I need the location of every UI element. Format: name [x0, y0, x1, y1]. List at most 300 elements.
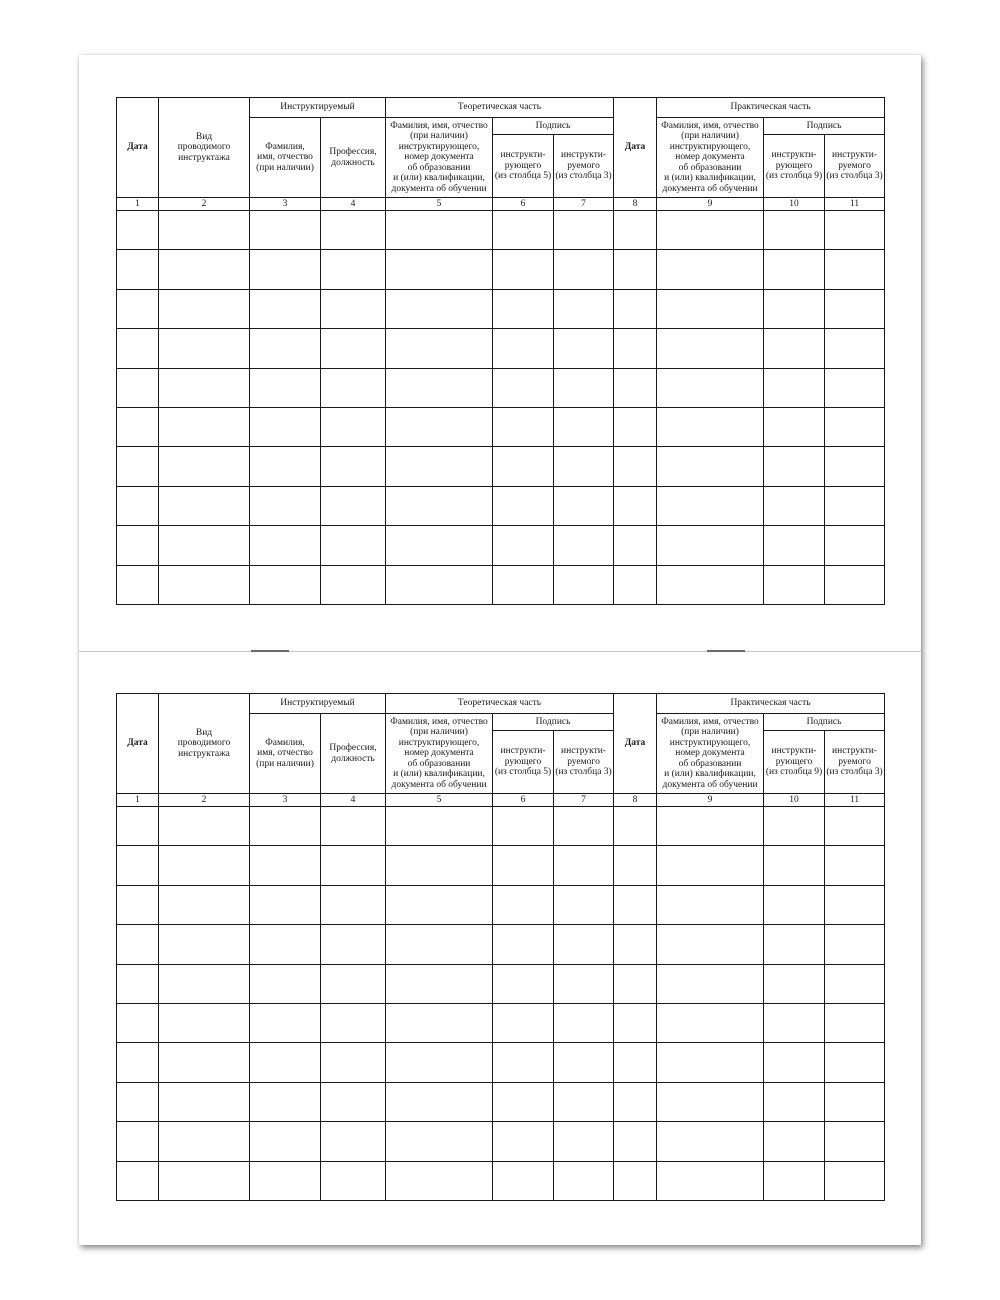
- empty-cell: [493, 1003, 554, 1042]
- empty-cell: [554, 846, 614, 885]
- empty-cell: [159, 565, 250, 604]
- practice-group-header: Практическая часть: [657, 98, 885, 118]
- column-number: 10: [764, 198, 825, 211]
- empty-cell: [117, 885, 159, 924]
- empty-cell: [159, 846, 250, 885]
- column-number: 11: [825, 198, 885, 211]
- empty-cell: [657, 329, 764, 368]
- empty-cell: [159, 1082, 250, 1121]
- table-row: [117, 447, 885, 486]
- empty-cell: [764, 1043, 825, 1082]
- empty-cell: [554, 368, 614, 407]
- empty-cell: [764, 1082, 825, 1121]
- empty-cell: [554, 289, 614, 328]
- empty-cell: [764, 289, 825, 328]
- column-number: 3: [250, 198, 321, 211]
- empty-cell: [159, 486, 250, 525]
- empty-cell: [386, 1082, 493, 1121]
- empty-cell: [321, 1122, 386, 1161]
- empty-cell: [117, 846, 159, 885]
- empty-cell: [554, 925, 614, 964]
- empty-cell: [321, 846, 386, 885]
- briefing-log-table-1: [116, 97, 885, 605]
- empty-cell: [117, 807, 159, 846]
- empty-cell: [386, 289, 493, 328]
- column-number: 1: [117, 794, 159, 807]
- empty-cell: [386, 1161, 493, 1200]
- empty-cell: [764, 368, 825, 407]
- empty-cell: [825, 289, 885, 328]
- empty-cell: [764, 211, 825, 250]
- empty-cell: [825, 329, 885, 368]
- column-number: 11: [825, 794, 885, 807]
- empty-cell: [825, 1043, 885, 1082]
- column-numbers-row: [117, 794, 885, 807]
- col-date2-header: Дата: [614, 98, 657, 198]
- empty-cell: [117, 526, 159, 565]
- column-number: 9: [657, 198, 764, 211]
- empty-cell: [614, 846, 657, 885]
- empty-cell: [554, 526, 614, 565]
- empty-cell: [250, 211, 321, 250]
- empty-cell: [493, 846, 554, 885]
- empty-cell: [250, 368, 321, 407]
- empty-cell: [321, 526, 386, 565]
- empty-cell: [493, 1122, 554, 1161]
- empty-cell: [825, 807, 885, 846]
- empty-cell: [250, 565, 321, 604]
- col-briefing-type-header: Вид проводимого инструктажа: [159, 98, 250, 198]
- empty-cell: [250, 329, 321, 368]
- empty-cell: [117, 925, 159, 964]
- col-instructor-info-header: Фамилия, имя, отчество (при наличии) инструктирующего, номер документа об образовании и (или) квалификации, документа об обучении: [386, 118, 493, 198]
- empty-cell: [554, 964, 614, 1003]
- empty-cell: [657, 1082, 764, 1121]
- empty-cell: [159, 1003, 250, 1042]
- empty-cell: [386, 368, 493, 407]
- empty-cell: [250, 925, 321, 964]
- column-number: 4: [321, 198, 386, 211]
- empty-cell: [764, 486, 825, 525]
- empty-cell: [554, 1161, 614, 1200]
- empty-cell: [493, 407, 554, 446]
- empty-cell: [554, 1082, 614, 1121]
- empty-cell: [764, 885, 825, 924]
- table-row: [117, 1043, 885, 1082]
- data-rows-page-1: [117, 211, 885, 605]
- col-sig-instructor-practice-header: инструкти- рующего (из столбца 9): [764, 135, 825, 198]
- empty-cell: [117, 289, 159, 328]
- empty-cell: [493, 885, 554, 924]
- column-number: 5: [386, 198, 493, 211]
- briefing-log-table-2: [116, 693, 885, 1201]
- empty-cell: [250, 846, 321, 885]
- table-row: [117, 289, 885, 328]
- empty-cell: [250, 486, 321, 525]
- signature-practice-header: Подпись: [764, 118, 885, 135]
- empty-cell: [250, 964, 321, 1003]
- empty-cell: [493, 211, 554, 250]
- table-row: [117, 329, 885, 368]
- empty-cell: [554, 885, 614, 924]
- empty-cell: [321, 447, 386, 486]
- empty-cell: [250, 289, 321, 328]
- column-number: 2: [159, 794, 250, 807]
- empty-cell: [614, 964, 657, 1003]
- empty-cell: [614, 565, 657, 604]
- table-row: [117, 211, 885, 250]
- empty-cell: [825, 885, 885, 924]
- empty-cell: [386, 211, 493, 250]
- column-number: 2: [159, 198, 250, 211]
- empty-cell: [614, 1003, 657, 1042]
- empty-cell: [657, 526, 764, 565]
- empty-cell: [614, 329, 657, 368]
- empty-cell: [825, 407, 885, 446]
- table-row: [117, 1122, 885, 1161]
- empty-cell: [764, 447, 825, 486]
- empty-cell: [657, 211, 764, 250]
- empty-cell: [117, 211, 159, 250]
- empty-cell: [250, 1003, 321, 1042]
- empty-cell: [825, 368, 885, 407]
- empty-cell: [321, 885, 386, 924]
- empty-cell: [493, 289, 554, 328]
- empty-cell: [117, 1161, 159, 1200]
- table-row: [117, 925, 885, 964]
- empty-cell: [159, 407, 250, 446]
- empty-cell: [554, 329, 614, 368]
- empty-cell: [386, 565, 493, 604]
- table-row: [117, 885, 885, 924]
- fold-mark-right: [707, 650, 745, 652]
- empty-cell: [159, 1122, 250, 1161]
- empty-cell: [554, 486, 614, 525]
- empty-cell: [657, 1161, 764, 1200]
- empty-cell: [554, 447, 614, 486]
- column-number: 6: [493, 794, 554, 807]
- empty-cell: [614, 447, 657, 486]
- empty-cell: [657, 486, 764, 525]
- col-sig-instructed-theory-header: инструкти- руемого (из столбца 3): [554, 731, 614, 794]
- table-row: [117, 250, 885, 289]
- empty-cell: [386, 846, 493, 885]
- empty-cell: [493, 250, 554, 289]
- empty-cell: [321, 407, 386, 446]
- col-date-header: Дата: [117, 694, 159, 794]
- empty-cell: [657, 565, 764, 604]
- column-number: 1: [117, 198, 159, 211]
- theory-group-header: Теоретическая часть: [386, 98, 614, 118]
- empty-cell: [117, 250, 159, 289]
- empty-cell: [117, 1003, 159, 1042]
- empty-cell: [321, 964, 386, 1003]
- empty-cell: [825, 1161, 885, 1200]
- empty-cell: [250, 526, 321, 565]
- empty-cell: [250, 407, 321, 446]
- empty-cell: [825, 447, 885, 486]
- table-row: [117, 1161, 885, 1200]
- empty-cell: [657, 925, 764, 964]
- table-row: [117, 526, 885, 565]
- signature-practice-header: Подпись: [764, 714, 885, 731]
- empty-cell: [386, 1043, 493, 1082]
- empty-cell: [386, 807, 493, 846]
- table-row: [117, 565, 885, 604]
- empty-cell: [493, 1161, 554, 1200]
- table-row: [117, 1003, 885, 1042]
- empty-cell: [250, 447, 321, 486]
- empty-cell: [159, 329, 250, 368]
- col-sig-instructed-practice-header: инструкти- руемого (из столбца 3): [825, 731, 885, 794]
- empty-cell: [614, 526, 657, 565]
- empty-cell: [117, 1082, 159, 1121]
- column-number: 5: [386, 794, 493, 807]
- instructed-group-header: Инструктируемый: [250, 694, 386, 714]
- empty-cell: [614, 1161, 657, 1200]
- col-sig-instructor-theory-header: инструкти- рующего (из столбца 5): [493, 731, 554, 794]
- empty-cell: [159, 526, 250, 565]
- empty-cell: [825, 925, 885, 964]
- empty-cell: [614, 250, 657, 289]
- empty-cell: [825, 526, 885, 565]
- empty-cell: [554, 1122, 614, 1161]
- empty-cell: [117, 407, 159, 446]
- col-sig-instructor-theory-header: инструкти- рующего (из столбца 5): [493, 135, 554, 198]
- empty-cell: [159, 1043, 250, 1082]
- empty-cell: [117, 486, 159, 525]
- empty-cell: [825, 486, 885, 525]
- col-briefing-type-header: Вид проводимого инструктажа: [159, 694, 250, 794]
- empty-cell: [825, 1082, 885, 1121]
- table-row: [117, 846, 885, 885]
- empty-cell: [825, 565, 885, 604]
- empty-cell: [825, 250, 885, 289]
- col-full-name-header: Фамилия, имя, отчество (при наличии): [250, 118, 321, 198]
- empty-cell: [321, 925, 386, 964]
- empty-cell: [386, 486, 493, 525]
- empty-cell: [764, 407, 825, 446]
- empty-cell: [657, 447, 764, 486]
- empty-cell: [614, 1043, 657, 1082]
- table-row: [117, 964, 885, 1003]
- empty-cell: [764, 964, 825, 1003]
- empty-cell: [657, 846, 764, 885]
- instructed-group-header: Инструктируемый: [250, 98, 386, 118]
- empty-cell: [117, 1043, 159, 1082]
- empty-cell: [386, 250, 493, 289]
- empty-cell: [657, 1043, 764, 1082]
- column-number: 8: [614, 198, 657, 211]
- column-number: 10: [764, 794, 825, 807]
- column-number: 8: [614, 794, 657, 807]
- empty-cell: [159, 447, 250, 486]
- signature-theory-header: Подпись: [493, 714, 614, 731]
- col-date2-header: Дата: [614, 694, 657, 794]
- empty-cell: [250, 250, 321, 289]
- practice-group-header: Практическая часть: [657, 694, 885, 714]
- empty-cell: [614, 1082, 657, 1121]
- journal-page-2: [116, 693, 884, 1201]
- empty-cell: [614, 486, 657, 525]
- empty-cell: [250, 885, 321, 924]
- empty-cell: [117, 447, 159, 486]
- col-date-header: Дата: [117, 98, 159, 198]
- empty-cell: [764, 1161, 825, 1200]
- empty-cell: [657, 407, 764, 446]
- col-instructor-info2-header: Фамилия, имя, отчество (при наличии) инструктирующего, номер документа об образовании и (или) квалификации, документа об обучении: [657, 714, 764, 794]
- empty-cell: [825, 846, 885, 885]
- empty-cell: [321, 1003, 386, 1042]
- empty-cell: [321, 329, 386, 368]
- col-sig-instructed-practice-header: инструкти- руемого (из столбца 3): [825, 135, 885, 198]
- empty-cell: [386, 447, 493, 486]
- empty-cell: [614, 1122, 657, 1161]
- col-sig-instructed-theory-header: инструкти- руемого (из столбца 3): [554, 135, 614, 198]
- empty-cell: [614, 289, 657, 328]
- empty-cell: [321, 211, 386, 250]
- empty-cell: [250, 1161, 321, 1200]
- empty-cell: [250, 1122, 321, 1161]
- empty-cell: [159, 807, 250, 846]
- empty-cell: [554, 250, 614, 289]
- empty-cell: [159, 925, 250, 964]
- empty-cell: [825, 964, 885, 1003]
- empty-cell: [117, 368, 159, 407]
- col-profession-header: Профессия, должность: [321, 714, 386, 794]
- empty-cell: [493, 526, 554, 565]
- table-row: [117, 486, 885, 525]
- empty-cell: [386, 407, 493, 446]
- signature-theory-header: Подпись: [493, 118, 614, 135]
- empty-cell: [386, 329, 493, 368]
- empty-cell: [764, 1122, 825, 1161]
- empty-cell: [764, 565, 825, 604]
- column-number: 7: [554, 198, 614, 211]
- empty-cell: [764, 807, 825, 846]
- empty-cell: [386, 1122, 493, 1161]
- empty-cell: [764, 526, 825, 565]
- column-number: 7: [554, 794, 614, 807]
- empty-cell: [554, 565, 614, 604]
- empty-cell: [159, 211, 250, 250]
- empty-cell: [250, 807, 321, 846]
- empty-cell: [764, 846, 825, 885]
- empty-cell: [657, 1003, 764, 1042]
- empty-cell: [657, 807, 764, 846]
- empty-cell: [117, 565, 159, 604]
- empty-cell: [657, 964, 764, 1003]
- empty-cell: [117, 1122, 159, 1161]
- theory-group-header: Теоретическая часть: [386, 694, 614, 714]
- journal-sheet: [79, 55, 921, 1245]
- table-row: [117, 807, 885, 846]
- col-full-name-header: Фамилия, имя, отчество (при наличии): [250, 714, 321, 794]
- empty-cell: [386, 885, 493, 924]
- empty-cell: [321, 1043, 386, 1082]
- empty-cell: [614, 885, 657, 924]
- empty-cell: [493, 329, 554, 368]
- empty-cell: [493, 447, 554, 486]
- empty-cell: [825, 1122, 885, 1161]
- empty-cell: [493, 368, 554, 407]
- empty-cell: [321, 250, 386, 289]
- empty-cell: [159, 964, 250, 1003]
- column-number: 9: [657, 794, 764, 807]
- empty-cell: [614, 407, 657, 446]
- table-row: [117, 368, 885, 407]
- empty-cell: [321, 1082, 386, 1121]
- empty-cell: [321, 368, 386, 407]
- empty-cell: [250, 1043, 321, 1082]
- empty-cell: [554, 1043, 614, 1082]
- empty-cell: [493, 925, 554, 964]
- empty-cell: [825, 1003, 885, 1042]
- empty-cell: [764, 925, 825, 964]
- column-number: 4: [321, 794, 386, 807]
- empty-cell: [321, 486, 386, 525]
- empty-cell: [321, 1161, 386, 1200]
- empty-cell: [159, 885, 250, 924]
- data-rows-page-2: [117, 807, 885, 1201]
- empty-cell: [825, 211, 885, 250]
- empty-cell: [159, 1161, 250, 1200]
- empty-cell: [764, 329, 825, 368]
- empty-cell: [614, 211, 657, 250]
- empty-cell: [554, 407, 614, 446]
- column-number: 3: [250, 794, 321, 807]
- empty-cell: [321, 807, 386, 846]
- fold-mark-left: [251, 650, 289, 652]
- empty-cell: [493, 807, 554, 846]
- col-instructor-info2-header: Фамилия, имя, отчество (при наличии) инструктирующего, номер документа об образовании и (или) квалификации, документа об обучении: [657, 118, 764, 198]
- journal-page-1: [116, 97, 884, 605]
- empty-cell: [386, 1003, 493, 1042]
- empty-cell: [159, 250, 250, 289]
- empty-cell: [657, 250, 764, 289]
- empty-cell: [321, 565, 386, 604]
- empty-cell: [386, 526, 493, 565]
- empty-cell: [614, 368, 657, 407]
- empty-cell: [117, 964, 159, 1003]
- empty-cell: [657, 1122, 764, 1161]
- empty-cell: [117, 329, 159, 368]
- empty-cell: [657, 368, 764, 407]
- empty-cell: [764, 250, 825, 289]
- table-row: [117, 407, 885, 446]
- empty-cell: [386, 925, 493, 964]
- empty-cell: [554, 211, 614, 250]
- empty-cell: [554, 1003, 614, 1042]
- fold-line: [79, 651, 921, 652]
- empty-cell: [493, 486, 554, 525]
- empty-cell: [493, 1082, 554, 1121]
- empty-cell: [159, 368, 250, 407]
- empty-cell: [554, 807, 614, 846]
- empty-cell: [614, 807, 657, 846]
- empty-cell: [657, 885, 764, 924]
- empty-cell: [493, 964, 554, 1003]
- table-row: [117, 1082, 885, 1121]
- column-numbers-row: [117, 198, 885, 211]
- col-profession-header: Профессия, должность: [321, 118, 386, 198]
- empty-cell: [764, 1003, 825, 1042]
- empty-cell: [321, 289, 386, 328]
- empty-cell: [250, 1082, 321, 1121]
- empty-cell: [614, 925, 657, 964]
- col-sig-instructor-practice-header: инструкти- рующего (из столбца 9): [764, 731, 825, 794]
- empty-cell: [386, 964, 493, 1003]
